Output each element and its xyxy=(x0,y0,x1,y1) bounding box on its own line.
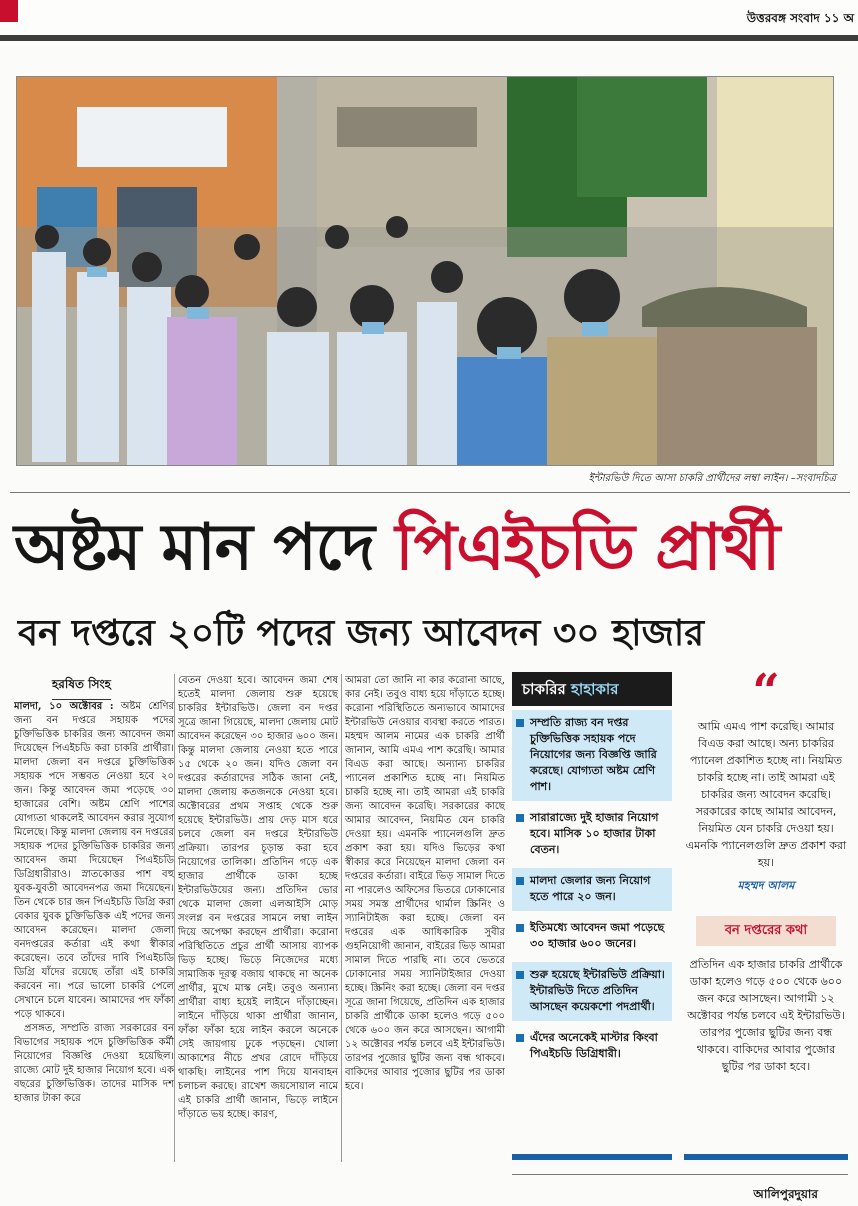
bullet-square-icon xyxy=(516,877,524,885)
factbox xyxy=(512,672,672,1160)
bullet-square-icon xyxy=(516,814,524,822)
headline xyxy=(14,500,846,596)
header-rule xyxy=(0,35,858,41)
dateline: মালদা, ১০ অক্টোবর : xyxy=(14,701,114,712)
factbox-footer-bar xyxy=(512,1154,672,1160)
headline-part1: অষ্টম মান পদে xyxy=(14,511,396,585)
factbox-item xyxy=(512,1025,672,1068)
factbox-item-text: মালদা জেলার জন্য নিয়োগ হতে পারে ২০ জন। xyxy=(530,874,651,903)
bullet-square-icon xyxy=(516,1034,524,1042)
factbox-item xyxy=(512,962,672,1021)
factbox-title-highlight: হাহাকার xyxy=(570,680,619,698)
col2-text: বেতন দেওয়া হবে। আবেদন জমা শেষ হতেই মালদা জেলায় শুরু হয়েছে চাকরির ইন্টারভিউ। জেলা বন দপ্তর সূত্রে জানা গিয়েছে, মালদা জেলায় মোট আবেদন করেছেন ৩০ হাজার ৬০০ জন। কিন্তু মালদা জেলায় নেওয়া হতে পারে ১৫ থেকে ২০ জন। যদিও জেলা বন দপ্তরের কর্তারাদের সঠিক জানা নেই, মালদা জেলায় কতজনকে নেওয়া হবে। অক্টোবরের প্রথম সপ্তাহ থেকে শুরু হয়েছে ইন্টারভিউ। প্রায় দেড় মাস ধরে চলবে জেলা বন দপ্তরে ইন্টারভিউ প্রক্রিয়া। তারপর চূড়ান্ত করা হবে নিয়োগের তালিকা। প্রতিদিন গড়ে এক হাজার প্রার্থীকে ডাকা হচ্ছে ইন্টারভিউয়ের জন্য। প্রতিদিন ভোর থেকে মালদা জেলা এলআইসি মোড় সংলগ্ন বন দপ্তরের সামনে লম্বা লাইন দিয়ে অপেক্ষা করছেন প্রার্থীরা। করোনা পরিস্থিতিতে প্রচুর প্রার্থী আসায় ব্যাপক ভিড় হচ্ছে। ভিড়ে নিজেদের মধ্যে সামাজিক দূরত্ব বজায় থাকছে না অনেক প্রার্থীর, মুখে মাস্ক নেই। তবুও অন্যান্য প্রার্থীরা বাধ্য হয়েই লাইনে দাঁড়াচ্ছেন। লাইনে দাঁড়িয়ে থাকা প্রার্থীরা জানান, ফাঁকা ফাঁকা হয়ে লাইন করলে অনেকে সেই জায়গায় ঢুকে পড়ছেন। খোলা আকাশের নীচে প্রখর রোদে দাঁড়িয়ে থাকছি। লাইনের পাশ দিয়ে যানবাহন চলাচল করছে। রাখেশ জয়সোয়াল নামে এই চাকরি প্রার্থী জানান, ভিড়ে লাইনে দাঁড়াতে ভয় হচ্ছে। কারণ, xyxy=(178,675,338,1120)
factbox-item xyxy=(512,915,672,958)
factbox-item xyxy=(512,710,672,801)
crowd-photo xyxy=(17,77,833,465)
quote-footer-bar xyxy=(684,1154,848,1160)
subheadline: বন দপ্তরে ২০টি পদের জন্য আবেদন ৩০ হাজার xyxy=(18,613,705,654)
factbox-title-pre: চাকরির xyxy=(522,680,571,698)
col1-text: অষ্টম শ্রেণির জন্য বন দপ্তরে সহায়ক পদের চুক্তিভিত্তিক চাকরির জন্য আবেদন জমা দিয়েছেন পিএইচডি করা চাকরি প্রার্থীরা। মালদা জেলা বন দপ্তরে চুক্তিভিত্তিক সহায়ক পদে সম্ভবত নেওয়া হবে ২০ জন। কিন্তু আবেদন জমা পড়েছে ৩০ হাজারের বেশি। অষ্টম শ্রেণি পাশের যোগ্যতা থাকলেই আবেদন করার সুযোগ মিলেছে। কিন্তু মালদা জেলায় বন দপ্তরের সহায়ক পদের চুক্তিভিত্তিক চাকরির জন্য আবেদন জমা দিয়েছেন পিএইচডি ডিগ্রিধারীরাও। স্নাতকোত্তর পাশ বহু যুবক-যুবতী আবেদনপত্র জমা দিয়েছেন। তিন থেকে চার জন পিএইচডি ডিগ্রি করা বেকার যুবক চুক্তিভিত্তিক এই পদের জন্য আবেদন করেছেন। মালদা জেলা বনদপ্তরের কর্তারা এই কথা স্বীকার করেছেন। তবে তাঁদের দাবি পিএইচডি ডিগ্রি যাঁদের রয়েছে তাঁরা এই চাকরি করবেন না। পরে ভালো চাকরি পেলে সেখানে চলে যাবেন। আমাদের পদ ফাঁকা পড়ে থাকবে। xyxy=(14,701,174,1020)
dept-title: বন দপ্তরের কথা xyxy=(696,916,836,946)
factbox-item xyxy=(512,805,672,864)
factbox-title xyxy=(512,672,672,706)
col1-text2: প্রসঙ্গত, সম্প্রতি রাজ্য সরকারের বন বিভাগের সহায়ক পদে চুক্তিভিত্তিক কর্মী নিয়োগের বিজ্ঞপ্তি দেওয়া হয়েছিল। রাজ্যে মোট দুই হাজার নিয়োগ হবে। এক বছরের চুক্তিভিত্তিক। তাদের মাসিক দশ হাজার টাকা করে xyxy=(14,1023,174,1104)
bottom-rule xyxy=(512,1174,848,1175)
factbox-item-text: সম্প্রতি রাজ্য বন দপ্তর চুক্তিভিত্তিক সহায়ক পদে নিয়োগের জন্য বিজ্ঞপ্তি জারি করেছে। যোগ্যতা অষ্টম শ্রেণি পাশ। xyxy=(530,716,657,793)
factbox-item-text: শুরু হয়েছে ইন্টারভিউ প্রক্রিয়া। ইন্টারভিউ দিতে প্রতিদিন আসছেন কয়েকশো পদপ্রার্থী। xyxy=(530,968,665,1013)
page-header xyxy=(0,0,858,46)
masthead: উত্তরবঙ্গ সংবাদ ১১ অ xyxy=(746,11,854,25)
bullet-square-icon xyxy=(516,924,524,932)
article-column-3 xyxy=(345,674,505,1160)
news-photo xyxy=(16,76,834,466)
headline-part2: পিএইচডি প্রার্থী xyxy=(395,511,780,585)
factbox-item-text: এঁদের অনেকেই মাস্টার কিংবা পিএইচডি ডিগ্রিধারী। xyxy=(530,1031,658,1060)
quote-mark-icon: “ xyxy=(752,664,780,720)
article-column-1 xyxy=(14,700,174,1160)
column-divider xyxy=(174,674,175,1162)
next-section-tag: আলিপুরদুয়ার xyxy=(753,1187,818,1201)
byline: হরষিত সিংহ xyxy=(52,676,111,700)
factbox-item xyxy=(512,868,672,911)
bullet-square-icon xyxy=(516,719,524,727)
bullet-square-icon xyxy=(516,971,524,979)
dept-text: প্রতিদিন এক হাজার চাকরি প্রার্থীকে ডাকা হলেও গড়ে ৫০০ থেকে ৬০০ জন করে আসছেন। আগামী ১২ অক্টোবর পর্যন্ত চলবে এই ইন্টারভিউ। তারপর পুজোর ছুটির জন্য বন্ধ থাকবে। বাকিদের আবার পুজোর ছুটির পর ডাকা হবে। xyxy=(687,958,845,1073)
article-column-2 xyxy=(178,674,338,1160)
photo-caption: ইন্টারভিউ দিতে আসা চাকরি প্রার্থীদের লম্বা লাইন। –সংবাদচিত্র xyxy=(588,473,836,484)
column-divider xyxy=(341,674,342,1162)
quote-box xyxy=(684,664,848,1160)
caption-rule xyxy=(10,492,850,493)
quote-author: মহম্মদ আলম xyxy=(737,879,795,892)
quote-text: আমি এমএ পাশ করেছি। আমার বিএড করা আছে। অন্য চাকরির প্যানেল প্রকাশিত হচ্ছে না। নিয়মিত চাকরি হচ্ছে না। তাই আমরা এই চাকরির জন্য আবেদন করেছি। সরকারের কাছে আমার আবেদন, নিয়মিত যেন চাকরি দেওয়া হয়। এমনকি প্যানেলগুলি দ্রুত প্রকাশ করা হয়। xyxy=(685,720,847,869)
factbox-item-text: ইতিমধ্যে আবেদন জমা পড়েছে ৩০ হাজার ৬০০ জনের। xyxy=(530,921,665,950)
page-marker xyxy=(0,0,18,22)
col3-text: আমরা তো জানি না কার করোনা আছে, কার নেই। তবুও বাধ্য হয়ে দাঁড়াতে হচ্ছে। করোনা পরিস্থিতিতে অন্যভাবে আমাদের ইন্টারভিউ নেওয়ার ব্যবস্থা করতে পারত। মহম্মদ আলম নামের এক চাকরি প্রার্থী জানান, আমি এমএ পাশ করেছি। আমার বিএড করা আছে। অন্যান্য চাকরির প্যানেল প্রকাশিত হচ্ছে না। নিয়মিত চাকরি হচ্ছে না। তাই আমরা এই চাকরি জন্য আবেদন করেছি। সরকারের কাছে আমার আবেদন, নিয়মিত যেন চাকরি দেওয়া হয়। এমনকি প্যানেলগুলি দ্রুত প্রকাশ করা হয়। যদিও ভিড়ের কথা স্বীকার করে নিয়েছেন মালদা জেলা বন দপ্তরের কর্তারা। বাইরে ভিড় সামাল দিতে না পারলেও অফিসের ভিতরে ঢোকানোর সময় সমস্ত প্রার্থীদের থার্মাল স্ক্রিনিং ও স্যানিটাইজ করা হচ্ছে। জেলা বন দপ্তরের এক আধিকারিক সুবীর গুহনিয়োগী জানান, বাইরের ভিড় আমরা সামাল দিতে পারছি না। তবে ভেতরে ঢোকানোর সময় স্যানিটাইজার দেওয়া হচ্ছে। স্ক্রিনিং করা হচ্ছে। জেলা বন দপ্তর সূত্রে জানা গিয়েছে, প্রতিদিন এক হাজার চাকরি প্রার্থীকে ডাকা হলেও গড়ে ৫০০ থেকে ৬০০ জন করে আসছেন। আগামী ১২ অক্টোবর পর্যন্ত চলবে এই ইন্টারভিউ। তারপর পুজোর ছুটির জন্য বন্ধ থাকবে। বাকিদের আবার পুজোর ছুটির পর ডাকা হবে। xyxy=(345,675,505,1092)
factbox-item-text: সারারাজ্যে দুই হাজার নিয়োগ হবে। মাসিক ১০ হাজার টাকা বেতন। xyxy=(530,811,659,856)
